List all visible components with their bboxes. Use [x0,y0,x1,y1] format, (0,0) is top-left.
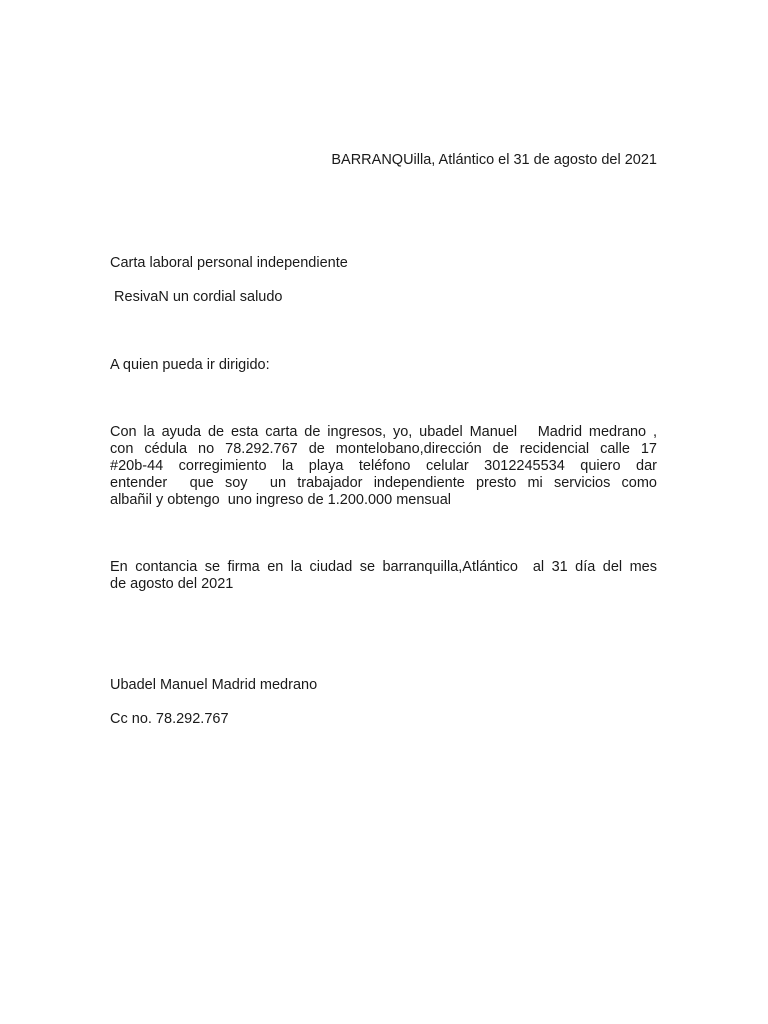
letter-greeting: ResivaN un cordial saludo [110,289,283,305]
signer-name: Ubadel Manuel Madrid medrano [110,677,318,693]
body-line: Con la ayuda de esta carta de ingresos, yo, ubadel Manuel Madrid medrano , [110,424,657,440]
letter-closing-paragraph [110,559,657,593]
signer-id: Cc no. 78.292.767 [110,711,229,727]
letter-addressee: A quien pueda ir dirigido: [110,357,270,373]
body-line: entender que soy un trabajador independiente presto mi servicios como [110,475,657,491]
closing-line: de agosto del 2021 [110,576,234,592]
letter-subject: Carta laboral personal independiente [110,255,348,271]
letter-body-paragraph [110,424,657,509]
body-line: #20b-44 corregimiento la playa teléfono celular 3012245534 quiero dar [110,458,657,474]
body-line: con cédula no 78.292.767 de montelobano,dirección de recidencial calle 17 [110,441,657,457]
body-line: albañil y obtengo uno ingreso de 1.200.000 mensual [110,492,452,508]
place-and-date: BARRANQUilla, Atlántico el 31 de agosto del 2021 [331,152,657,168]
closing-line: En contancia se firma en la ciudad se barranquilla,Atlántico al 31 día del mes [110,559,657,575]
